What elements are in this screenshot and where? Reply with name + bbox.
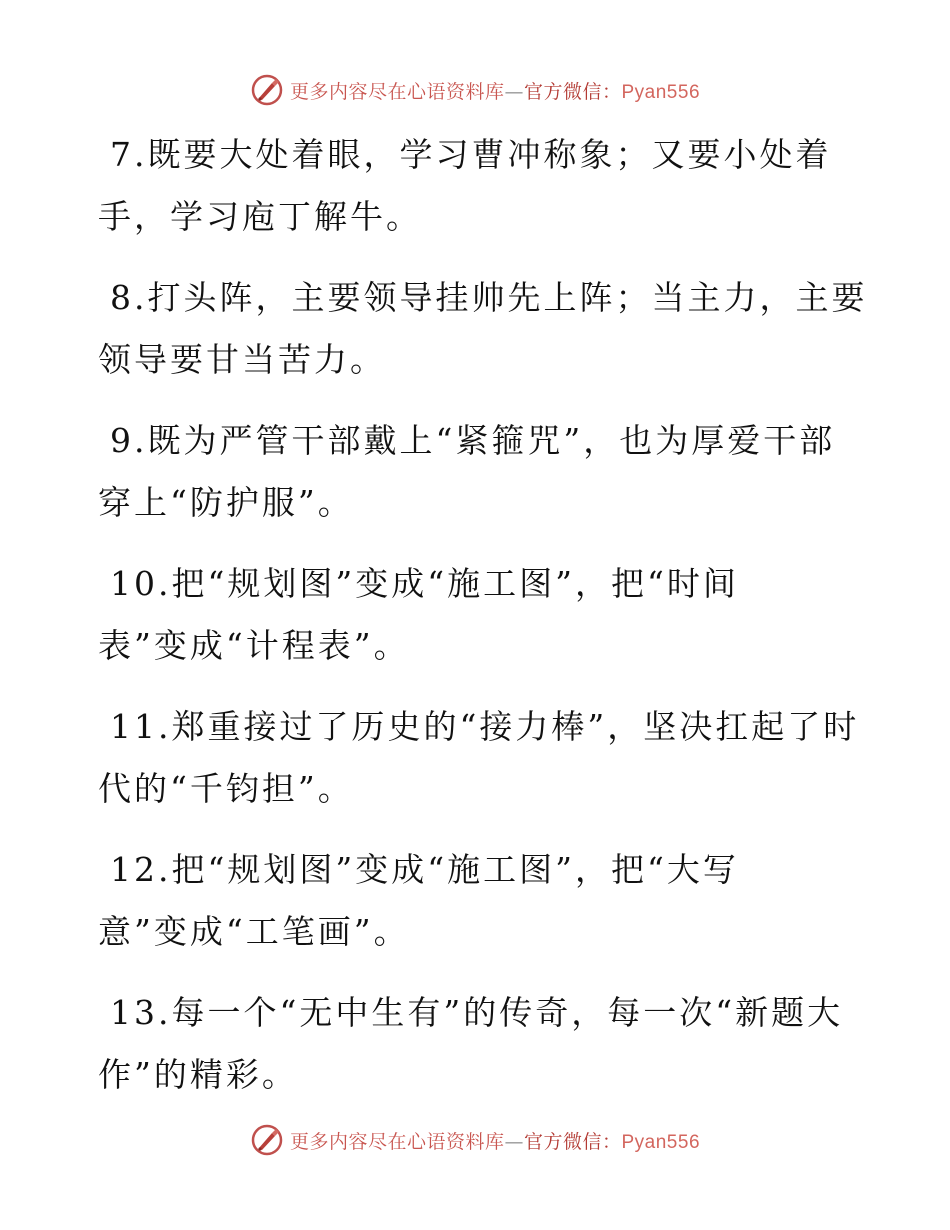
watermark-suffix: 官方微信： (523, 80, 622, 103)
watermark-text (290, 77, 700, 104)
item-line: 意”变成“工笔画”。 (98, 912, 410, 951)
item-line: 9.既为严管干部戴上“紧箍咒”，也为厚爱干部 (110, 421, 836, 460)
watermark-text (290, 1127, 700, 1154)
item-line: 13.每一个“无中生有”的传奇，每一次“新题大 (110, 993, 844, 1032)
list-item (98, 696, 858, 820)
watermark-wechat-id: Pyan556 (621, 1131, 701, 1153)
watermark-wechat-id: Pyan556 (621, 81, 701, 103)
list-item (98, 839, 858, 963)
item-line: 表”变成“计程表”。 (98, 626, 410, 665)
item-line: 11.郑重接过了历史的“接力棒”，坚决扛起了时 (110, 707, 860, 746)
list-item (98, 124, 858, 248)
item-line: 10.把“规划图”变成“施工图”，把“时间 (110, 564, 739, 603)
item-line: 穿上“防护服”。 (98, 483, 354, 522)
list-item (98, 553, 858, 677)
watermark-suffix: 官方微信： (523, 1130, 622, 1153)
list-item (98, 267, 868, 391)
watermark-prefix: 更多内容尽在心语资料库 (289, 1130, 505, 1153)
watermark-prefix: 更多内容尽在心语资料库 (289, 80, 505, 103)
list-item (98, 982, 858, 1106)
document-body (98, 124, 868, 1125)
item-line: 8.打头阵，主要领导挂帅先上阵；当主力，主要 (110, 278, 868, 317)
item-line: 领导要甘当苦力。 (98, 340, 386, 379)
pen-logo-icon (250, 1123, 284, 1157)
watermark-separator: — (504, 80, 524, 103)
watermark-separator: — (504, 1130, 524, 1153)
item-line: 代的“千钧担”。 (98, 769, 354, 808)
item-line: 作”的精彩。 (98, 1055, 298, 1094)
item-line: 7.既要大处着眼，学习曹冲称象；又要小处着 (110, 135, 832, 174)
pen-logo-icon (250, 73, 284, 107)
footer-watermark-banner (0, 1120, 950, 1160)
item-line: 12.把“规划图”变成“施工图”，把“大写 (110, 850, 739, 889)
list-item (98, 410, 858, 534)
item-line: 手，学习庖丁解牛。 (98, 197, 422, 236)
header-watermark-banner (0, 70, 950, 110)
